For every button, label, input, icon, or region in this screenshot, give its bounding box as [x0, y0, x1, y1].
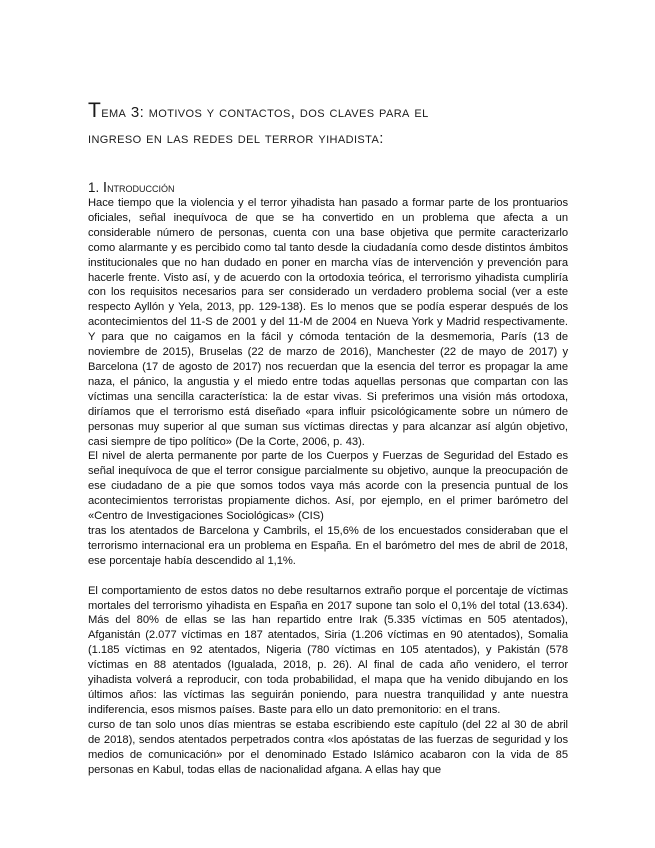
chapter-title-line-2: ingreso en las redes del terror yihadista: [88, 130, 384, 147]
section-number: 1. [88, 180, 103, 195]
section-heading [88, 180, 568, 196]
paragraph-cis-barometer: tras los atentados de Barcelona y Cambrils, el 15,6% de los encuestados consideraban que el terrorismo internacional era un problema en España. En el barómetro del mes de abril de 2018, ese porcentaje había descendido al 1,1%. [88, 524, 568, 567]
chapter-title-initial: T [88, 99, 102, 122]
paragraph-gap [88, 569, 568, 584]
section-heading-initial: I [102, 179, 108, 196]
page-content [88, 98, 568, 777]
paragraph-alert-level: El nivel de alerta permanente por parte de los Cuerpos y Fuerzas de Seguridad del Estado es señal inequívoca de que el terror consigue parcialmente su objetivo, aunque la preocupación de ese ciudadano de a pie que somos todos vaya más acorde con la presencia puntual de los acontecimientos terroristas propiamente dichos. Así, por ejemplo, en el primer barómetro del «Centro de Investigaciones Sociológicas» (CIS) [88, 450, 568, 523]
paragraph-introduction: Hace tiempo que la violencia y el terror yihadista han pasado a formar parte de los prontuarios oficiales, señal inequívoca de que se ha convertido en un problema que afecta a un considerable número de personas, cuenta con una base objetiva que permite caracterizarlo como alarmante y es percibido como tal tanto desde la ciudadanía como desde distintos ámbitos institucionales que no han dudado en poner en marcha vías de intervención y prevención para hacerle frente. Visto así, y de acuerdo con la ortodoxia teórica, el terrorismo yihadista cumpliría con los requisitos necesarios para ser considerado un verdadero problema social (ver a este respecto Ayllón y Yela, 2013, pp. 129-138). Es lo menos que se podía esperar después de los acontecimientos del 11-S de 2001 y del 11-M de 2004 en Nueva York y Madrid respectivamente. Y para que no caigamos en la fácil y cómoda tentación de la desmemoria, París (13 de noviembre de 2015), Bruselas (22 de marzo de 2016), Manchester (22 de mayo de 2017) y Barcelona (17 de agosto de 2017) nos recuerdan que la esencia del terror es propagar la ame naza, el pánico, la angustia y el miedo entre todas aquellas personas que compartan con las víctimas una sencilla característica: la de estar vivas. Si preferimos una visión más ortodoxa, diríamos que el terrorismo está diseñado «para influir psicológicamente sobre un número de personas muy superior al que suman sus víctimas directas y para alcanzar así algún objetivo, casi siempre de tipo político» (De la Corte, 2006, p. 43). [88, 197, 568, 448]
paragraph-kabul-attacks: curso de tan solo unos días mientras se estaba escribiendo este capítulo (del 22 al 30 de abril de 2018), sendos atentados perpetrados contra «los apóstatas de las fuerzas de seguridad y los medios de comunicación» por el denominado Estado Islámico acabaron con la vida de 85 personas en Kabul, todas ellas de nacionalidad afgana. A ellas hay que [88, 718, 568, 776]
paragraph-victims-data: El comportamiento de estos datos no debe resultarnos extraño porque el porcentaje de víctimas mortales del terrorismo yihadista en España en 2017 supone tan solo el 0,1% del total (13.634). Más del 80% de ellas se las han repartido entre Irak (5.335 víctimas en 505 atentados), Afganistán (2.077 víctimas en 187 atentados, Siria (1.206 víctimas en 90 atentados), Somalia (1.185 víctimas en 92 atentados, Nigeria (780 víctimas en 105 atentados), y Pakistán (578 víctimas en 88 atentados (Igualada, 2018, p. 26). Al final de cada año venidero, el terror yihadista volverá a reproducir, con toda probabilidad, el mapa que ha venido dibujando en los últimos años: las víctimas las seguirán poniendo, para nuestra tranquilidad y ante nuestra indiferencia, esos mismos países. Baste para ello un dato premonitorio: en el trans. [88, 584, 568, 716]
chapter-title [88, 98, 568, 152]
section-heading-text: ntroducción [107, 180, 175, 195]
chapter-title-line-1: ema 3: motivos y contactos, dos claves para el [101, 104, 429, 121]
